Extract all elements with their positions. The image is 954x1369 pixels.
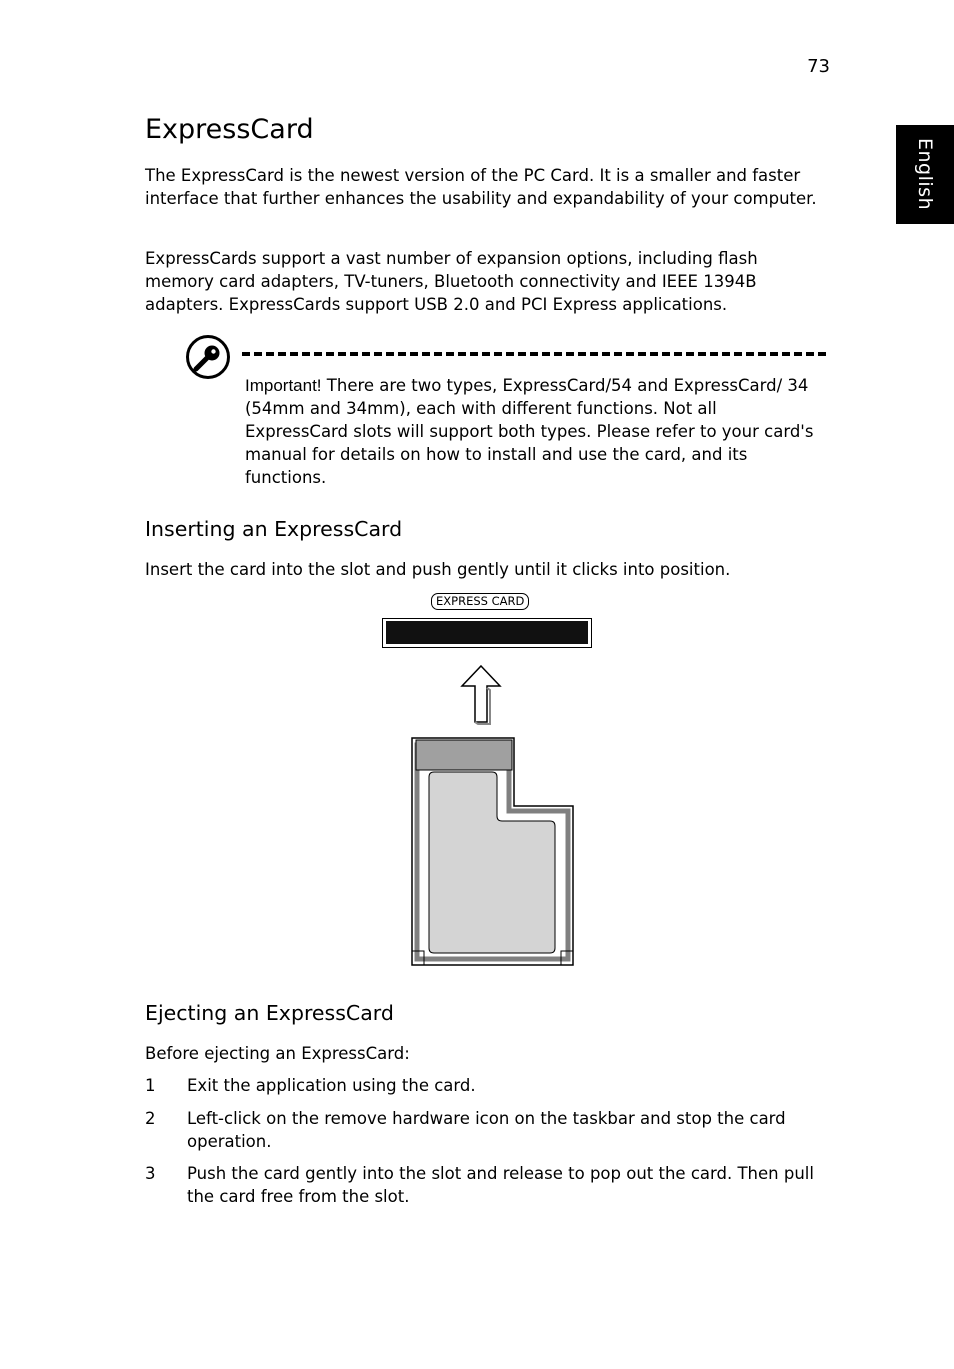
- inserting-heading: Inserting an ExpressCard: [145, 517, 403, 541]
- slot-label: EXPRESS CARD: [431, 593, 529, 610]
- list-number: 3: [145, 1164, 156, 1183]
- page-number: 73: [807, 56, 830, 77]
- slot-icon: [380, 616, 595, 650]
- list-text: Push the card gently into the slot and release to pop out the card. Then pull the card free from the slot.: [187, 1164, 814, 1206]
- up-arrow-icon: [458, 664, 504, 726]
- important-note-text: There are two types, ExpressCard/54 and ExpressCard/ 34 (54mm and 34mm), each with different functions. Not all ExpressCard slots will support both types. Please refer to your card's manual for details on how to install and use the card, and its functions.: [245, 376, 814, 487]
- key-icon: [185, 334, 231, 380]
- list-text: Exit the application using the card.: [187, 1076, 476, 1095]
- intro-paragraph-1: The ExpressCard is the newest version of the PC Card. It is a smaller and faster interface that further enhances the usability and expandability of your computer.: [145, 166, 817, 208]
- language-side-tab: [896, 125, 954, 224]
- express-card-icon: [408, 736, 576, 968]
- important-note: [245, 374, 815, 489]
- intro-paragraph-2: ExpressCards support a vast number of expansion options, including flash memory card adapters, TV-tuners, Bluetooth connectivity and IEEE 1394B adapters. ExpressCards support USB 2.0 and PCI Express applications.: [145, 249, 758, 314]
- language-side-tab-label: English: [914, 138, 936, 211]
- list-number: 1: [145, 1076, 156, 1095]
- page-title: ExpressCard: [145, 114, 314, 145]
- note-divider: [242, 352, 826, 356]
- inserting-text: Insert the card into the slot and push gently until it clicks into position.: [145, 560, 731, 579]
- list-number: 2: [145, 1109, 156, 1128]
- important-label: Important!: [245, 376, 322, 395]
- ejecting-heading: Ejecting an ExpressCard: [145, 1001, 394, 1025]
- ejecting-intro: Before ejecting an ExpressCard:: [145, 1044, 410, 1063]
- express-card-figure: [380, 590, 595, 970]
- list-text: Left-click on the remove hardware icon on the taskbar and stop the card operation.: [187, 1109, 786, 1151]
